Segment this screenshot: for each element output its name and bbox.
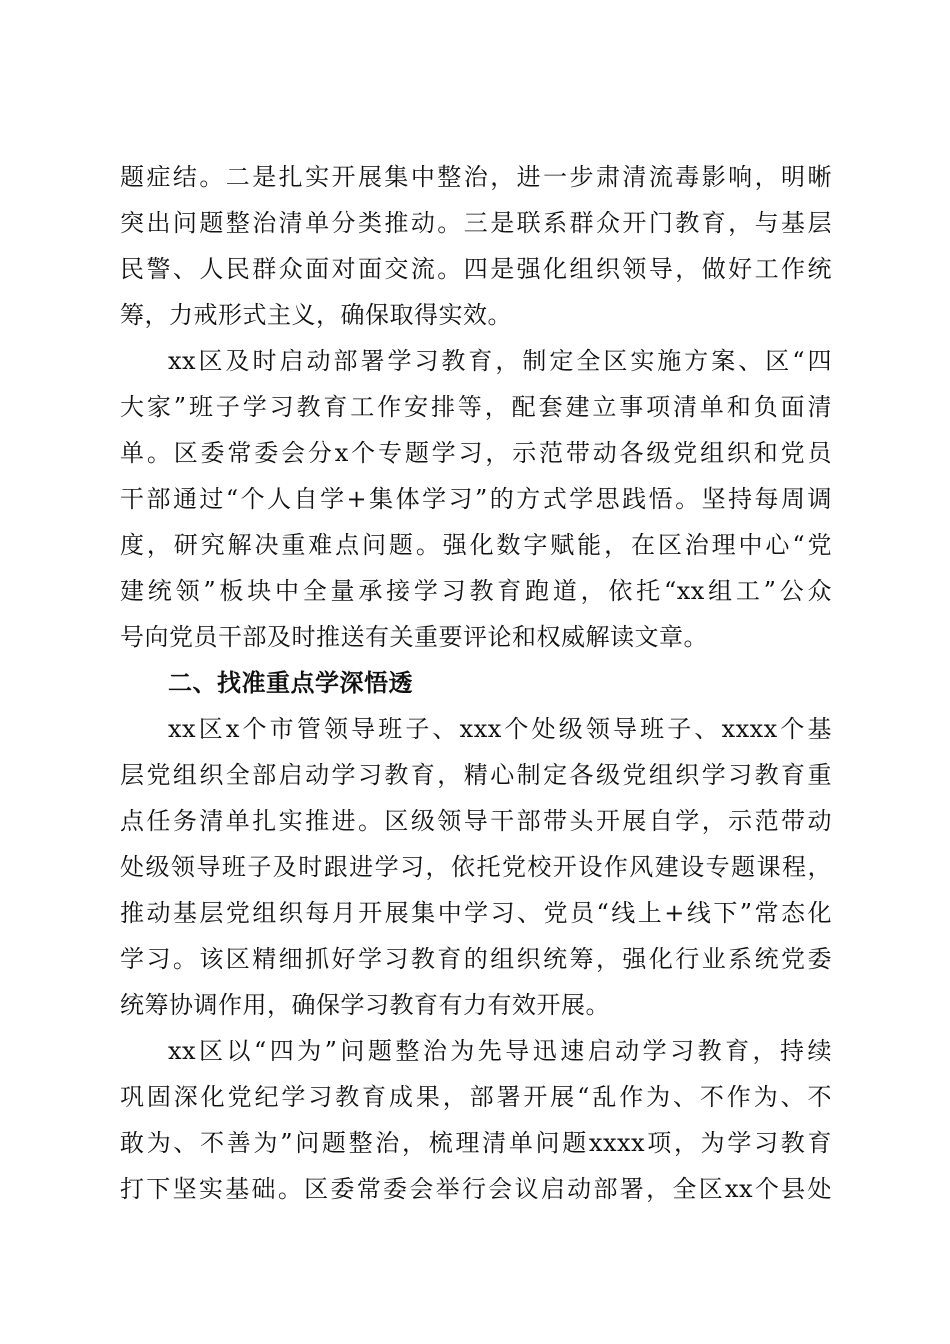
paragraph-2 xyxy=(120,338,832,660)
paragraph-line: 巩固深化党纪学习教育成果，部署开展“乱作为、不作为、不 xyxy=(120,1083,832,1111)
paragraph-line: 打下坚实基础。区委常委会举行会议启动部署，全区xx个县处 xyxy=(120,1175,832,1203)
paragraph-line: 度，研究解决重难点问题。强化数字赋能，在区治理中心“党 xyxy=(120,531,832,559)
paragraph-line: xx区以“四为”问题整治为先导迅速启动学习教育，持续 xyxy=(168,1037,832,1065)
document-body xyxy=(120,154,832,1212)
paragraph-line: 统筹协调作用，确保学习教育有力有效开展。 xyxy=(120,991,610,1019)
paragraph-line: 筹，力戒形式主义，确保取得实效。 xyxy=(120,301,512,329)
paragraph-1 xyxy=(120,154,832,338)
paragraph-3 xyxy=(120,706,832,1028)
paragraph-line: 学习。该区精细抓好学习教育的组织统筹，强化行业系统党委 xyxy=(120,945,832,973)
section-heading: 二、找准重点学深悟透 xyxy=(168,669,413,697)
paragraph-line: 题症结。二是扎实开展集中整治，进一步肃清流毒影响，明晰 xyxy=(120,163,832,191)
paragraph-line: 敢为、不善为”问题整治，梳理清单问题xxxx项，为学习教育 xyxy=(120,1129,832,1157)
paragraph-line: 干部通过“个人自学+集体学习”的方式学思践悟。坚持每周调 xyxy=(120,485,832,513)
paragraph-line: 民警、人民群众面对面交流。四是强化组织领导，做好工作统 xyxy=(120,255,832,283)
paragraph-line: xx区及时启动部署学习教育，制定全区实施方案、区“四 xyxy=(168,347,832,375)
paragraph-4 xyxy=(120,1028,832,1212)
paragraph-line: 层党组织全部启动学习教育，精心制定各级党组织学习教育重 xyxy=(120,761,832,789)
paragraph-line: 建统领”板块中全量承接学习教育跑道，依托“xx组工”公众 xyxy=(120,577,832,605)
paragraph-line: xx区x个市管领导班子、xxx个处级领导班子、xxxx个基 xyxy=(168,715,832,743)
paragraph-line: 大家”班子学习教育工作安排等，配套建立事项清单和负面清 xyxy=(120,393,832,421)
paragraph-line: 推动基层党组织每月开展集中学习、党员“线上+线下”常态化 xyxy=(120,899,832,927)
paragraph-line: 号向党员干部及时推送有关重要评论和权威解读文章。 xyxy=(120,623,708,651)
paragraph-line: 单。区委常委会分x个专题学习，示范带动各级党组织和党员 xyxy=(120,439,832,467)
paragraph-line: 点任务清单扎实推进。区级领导干部带头开展自学，示范带动 xyxy=(120,807,832,835)
paragraph-line: 突出问题整治清单分类推动。三是联系群众开门教育，与基层 xyxy=(120,209,832,237)
paragraph-line: 处级领导班子及时跟进学习，依托党校开设作风建设专题课程， xyxy=(120,853,832,881)
